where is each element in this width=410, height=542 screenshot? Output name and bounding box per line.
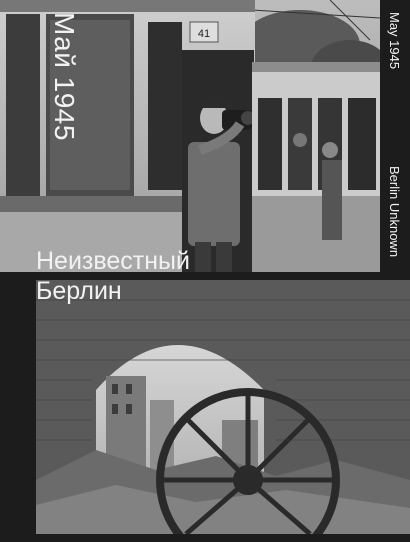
title-ru-line1: Неизвестный — [36, 247, 190, 275]
tram-number: 41 — [197, 28, 211, 40]
left-strip — [0, 272, 36, 542]
title-ru-line2: Берлин — [36, 277, 122, 305]
title-ru-vertical: Май 1945 — [49, 12, 80, 141]
title-en: Berlin Unknown — [387, 166, 402, 258]
date-en: May 1945 — [387, 12, 402, 70]
ruins-photo — [36, 280, 410, 534]
ruins-photo-illustration — [36, 280, 410, 534]
